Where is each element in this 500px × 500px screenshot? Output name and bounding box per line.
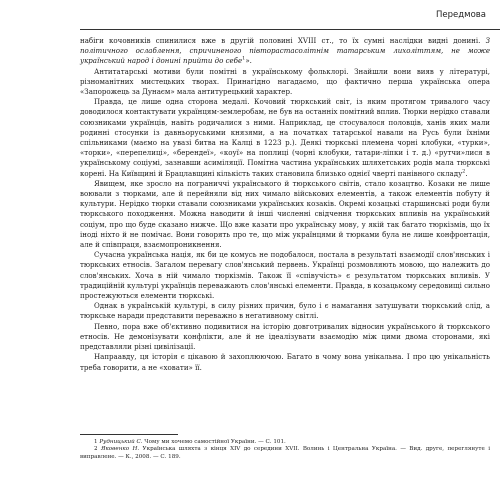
paragraph	[80, 97, 490, 179]
paragraph	[80, 250, 490, 301]
text-run: 2	[94, 446, 101, 453]
footnotes-section	[80, 434, 490, 461]
text-run: набіги кочовників спинилися вже в другій половині XVIII ст., то їх сумні наслідки видні донині.	[80, 36, 486, 45]
running-header-title: Передмова	[436, 10, 486, 20]
text-run: ».	[245, 56, 252, 66]
text-run: .	[465, 168, 468, 178]
footnote-ref: 1	[242, 56, 246, 63]
footnote	[80, 446, 490, 461]
footnote	[80, 439, 490, 446]
text-run: Яковенко Н.	[100, 446, 140, 453]
paragraph	[80, 67, 490, 98]
paragraph	[80, 352, 490, 372]
text-run: Напраавду, ця історія є цікавою й захоплюючою. Багато в чому вона унікальна. І про цю унікальність треба говорити, а не «ховати» її.	[80, 352, 490, 372]
text-run: Явищем, яке зросло на пограниччі українського й тюркського світів, стало козацтво. Козаки не лише воювали з тюрками, але й перейняли від них чимало військових елементів, а також елементів побуту й культури. Нерідко тюрки ставали союзниками українських козаків. Окремі козацькі старшинські роди були тюркського походження. Можна наводити й інші численні свідчення тюркських впливів на український соціум, про що буде сказано нижче. Що вже казати про українську мову, у якій так багато тюркізмів, що їх іноді ніхто й не помічає. Вони говорять про те, що між українцями й тюрками була не лише конфронтація, але й співпраця, взаємопроникнення.	[80, 178, 490, 250]
footnote-list	[80, 439, 490, 461]
paragraph	[80, 301, 490, 321]
header-rule	[80, 29, 500, 30]
footnote-separator	[80, 434, 178, 435]
text-run: Рудницький С.	[99, 439, 143, 445]
main-text	[80, 36, 490, 373]
text-run: 1	[94, 439, 100, 445]
paragraph	[80, 36, 490, 67]
text-run: Чому ми хочемо самостійної України. — С. 101.	[142, 439, 286, 445]
footnote-ref: 2	[462, 168, 466, 175]
text-run: Певно, пора вже об'єктивно подивитися на історію довготривалих відносин українського й тюркського етносів. Не демонізувати конфлікти, але й не ідеалізувати взаємодію між цими двома сторонами, які представляли різні цивілізації.	[80, 321, 490, 352]
paragraph	[80, 322, 490, 353]
text-run: Однак в українській культурі, в силу різних причин, було і є намагання затушувати тюркський слід, а тюркське наради представити переважно в негативному світлі.	[80, 301, 490, 321]
text-run: Сучасна українська нація, як би це комусь не подобалося, постала в результаті взаємодії слов'янських і тюркських етносів. Загалом перевагу слов'янський первень. Українці розмовляють мовою, що належить до слов'янських. Хоча в ній чимало тюркізмів. Також її «співучість» є результатом тюркських впливів. У традиційній культурі українців переважають слов'янські елементи. Правда, в козацькому середовищі сильно простежуються елементи тюркські.	[80, 250, 490, 301]
text-run: Українська шляхта з кінця XIV до середини XVII. Волинь і Центральна Україна. — Вид. друге, переглянуте і виправлене. — К., 2008. — С. 189.	[80, 446, 490, 460]
text-run: Правда, це лише одна сторона медалі. Кочовий тюркський світ, із яким протягом тривалого часу доводилося контактувати українцям-землеробам, не був на останніх помітний вплив. Тюрки нерідко ставали союзниками українців, навіть родичалися з ними. Наприклад, це стосувалося половців, ханів яких мали родинні стосунки із давньоруськими князями, а на початках татарської навали на Русь були їхніми спільниками (маємо на увазі битва на Калці в 1223 р.). Деякі тюркські племена чорні клобуки, «турки», «торки», «перепелиці», «берендеї», «коуї» на поплиці (чорні клобуки, татари-ліпки і т. д.) «рутчи»лися в українському соціумі, зазнавши асиміляції. Помітна частина українських шляхетських родів мала тюркські корені. На Київщині й Брацлавщині кількість таких становила близько однієї чверті панівного складу	[80, 97, 490, 178]
running-header	[0, 0, 500, 30]
text-run: Антитатарські мотиви були помітні в українському фольклорі. Знайшли вони вияв у літературі, різноманітних мистецьких творах. Принагідно нагадаємо, що фактично перша українська опера «Запорожець за Дунаєм» мала антитурецький характер.	[80, 66, 490, 97]
paragraph	[80, 179, 490, 250]
text-run: З політичного ослаблення, спричиненого півтоpастасолітнім татарським лихоліттям, не може український народ і донині прийти до себе	[80, 36, 490, 66]
